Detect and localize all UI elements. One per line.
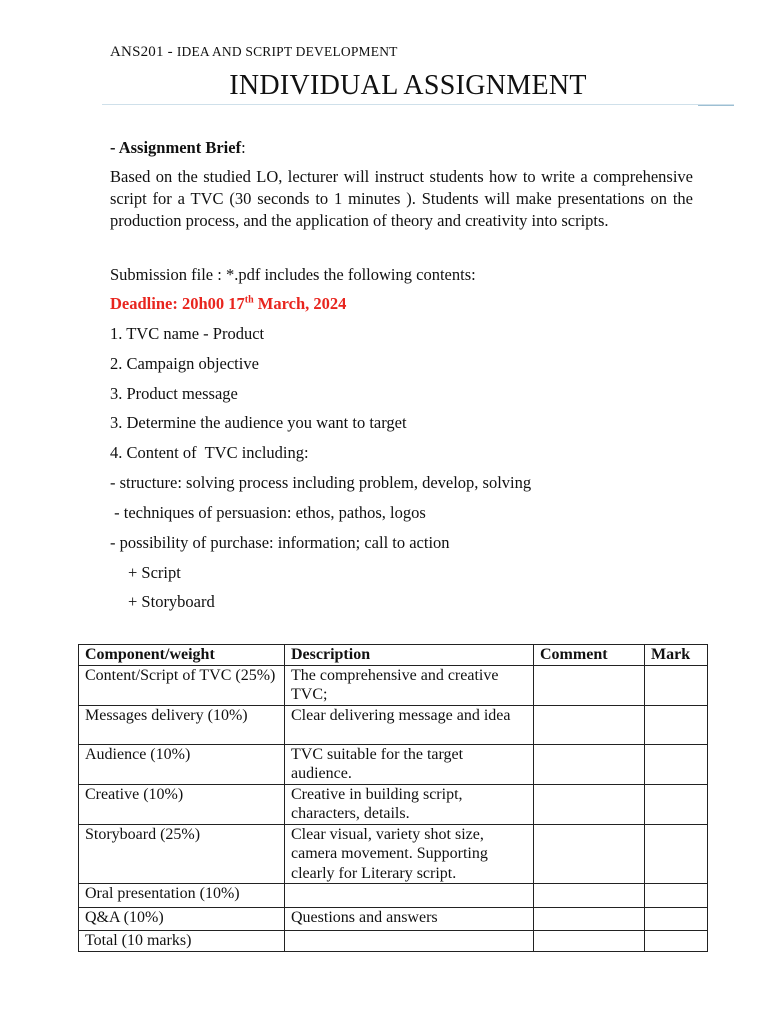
content-list-item: 3. Determine the audience you want to target (110, 413, 407, 432)
rubric-cell-description: Clear visual, variety shot size, camera movement. Supporting clearly for Literary script. (285, 824, 534, 884)
rubric-row (79, 884, 708, 908)
rubric-cell-component: Total (10 marks) (79, 931, 285, 952)
rubric-row (79, 784, 708, 824)
rubric-cell-mark (645, 908, 708, 931)
grading-rubric-table (78, 644, 708, 952)
deadline-date: Deadline: 20h00 17 (110, 294, 245, 313)
content-list-item: 4. Content of TVC including: (110, 443, 309, 462)
rubric-cell-mark (645, 705, 708, 744)
brief-heading-text: - Assignment Brief (110, 138, 242, 157)
rubric-row (79, 705, 708, 744)
rubric-cell-description: The comprehensive and creative TVC; (285, 665, 534, 705)
rubric-cell-description: TVC suitable for the target audience. (285, 744, 534, 784)
rubric-cell-mark (645, 744, 708, 784)
header-comment: Comment (534, 645, 645, 666)
rubric-cell-mark (645, 824, 708, 884)
content-list-item: 1. TVC name - Product (110, 324, 265, 343)
assignment-brief-heading (110, 137, 693, 159)
rubric-cell-comment (534, 931, 645, 952)
rubric-cell-component: Creative (10%) (79, 784, 285, 824)
rubric-body (79, 665, 708, 951)
rubric-cell-description (285, 884, 534, 908)
rubric-cell-comment (534, 705, 645, 744)
rubric-cell-component: Content/Script of TVC (25%) (79, 665, 285, 705)
rubric-cell-component: Q&A (10%) (79, 908, 285, 931)
content-list-item: + Script (128, 563, 181, 582)
course-name: IDEA AND SCRIPT DEVELOPMENT (176, 44, 398, 59)
rubric-cell-mark (645, 931, 708, 952)
rubric-cell-comment (534, 908, 645, 931)
rubric-cell-mark (645, 884, 708, 908)
submission-instructions: Submission file : *.pdf includes the following contents: (110, 265, 476, 284)
rubric-header-row (79, 645, 708, 666)
course-code: ANS201 - (110, 44, 177, 60)
content-list-item: - possibility of purchase: information; call to action (110, 533, 450, 552)
rubric-cell-comment (534, 784, 645, 824)
assignment-brief-paragraph: Based on the studied LO, lecturer will instruct students how to write a comprehensive script for a TVC (30 seconds to 1 minutes ). Students will make presentations on the production process, and the application of theory and creativity into scripts. (110, 167, 693, 230)
rubric-cell-component: Oral presentation (10%) (79, 884, 285, 908)
header-component: Component/weight (79, 645, 285, 666)
rubric-row (79, 665, 708, 705)
deadline-month-year: March, 2024 (253, 294, 347, 313)
rubric-cell-description: Clear delivering message and idea (285, 705, 534, 744)
content-list-item: 3. Product message (110, 384, 238, 403)
title-divider (102, 104, 734, 105)
brief-heading-colon: : (241, 138, 246, 157)
rubric-cell-comment (534, 744, 645, 784)
rubric-cell-comment (534, 884, 645, 908)
content-list-item: - techniques of persuasion: ethos, pathos, logos (110, 503, 426, 522)
document-title: INDIVIDUAL ASSIGNMENT (229, 70, 587, 101)
deadline-ordinal: th (244, 294, 254, 306)
rubric-row (79, 908, 708, 931)
rubric-cell-mark (645, 665, 708, 705)
rubric-row (79, 931, 708, 952)
content-list-item: 2. Campaign objective (110, 354, 259, 373)
rubric-cell-component: Storyboard (25%) (79, 824, 285, 884)
rubric-row (79, 824, 708, 884)
rubric-cell-comment (534, 665, 645, 705)
rubric-cell-description (285, 931, 534, 952)
rubric-cell-description: Creative in building script, characters, details. (285, 784, 534, 824)
course-header (110, 44, 398, 61)
content-list-item: - structure: solving process including problem, develop, solving (110, 473, 532, 492)
rubric-row (79, 744, 708, 784)
header-mark: Mark (645, 645, 708, 666)
rubric-cell-component: Messages delivery (10%) (79, 705, 285, 744)
header-description: Description (285, 645, 534, 666)
rubric-cell-component: Audience (10%) (79, 744, 285, 784)
rubric-cell-comment (534, 824, 645, 884)
rubric-cell-mark (645, 784, 708, 824)
title-divider-accent (698, 105, 734, 106)
content-list-item: + Storyboard (128, 592, 215, 611)
rubric-cell-description: Questions and answers (285, 908, 534, 931)
deadline-text (110, 293, 693, 315)
